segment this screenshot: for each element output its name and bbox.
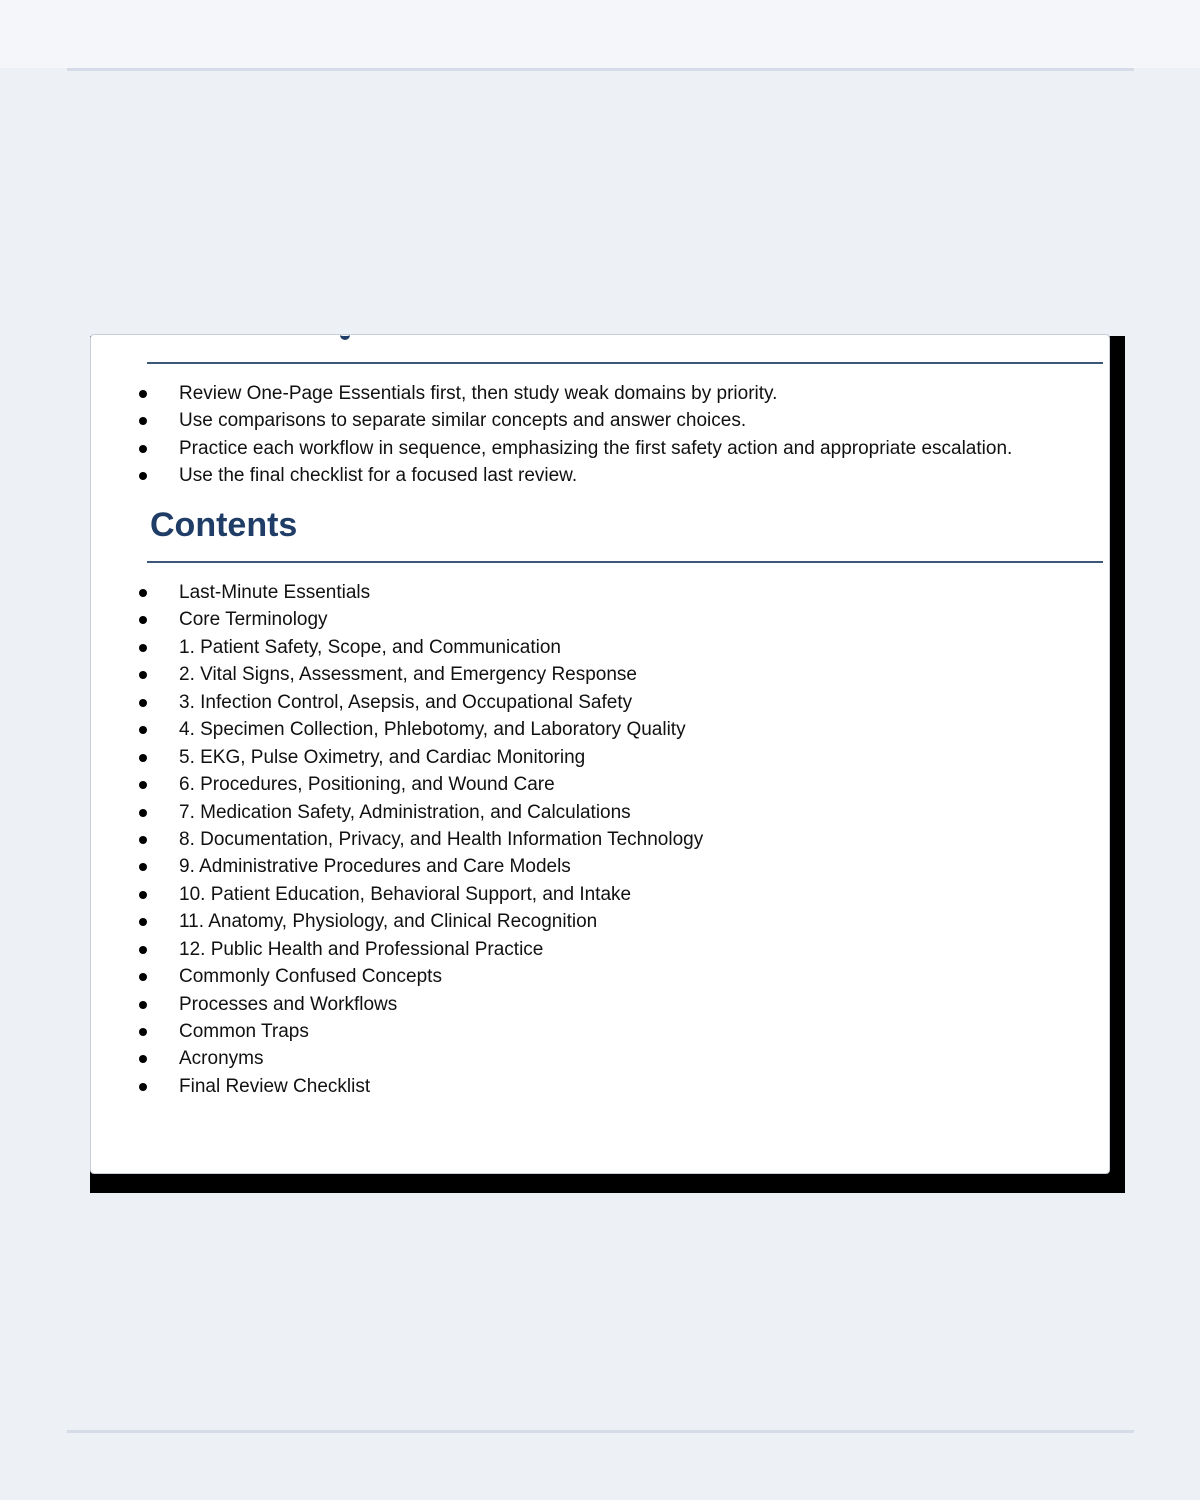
bullet-icon xyxy=(139,616,147,624)
bullet-icon xyxy=(139,1055,147,1063)
contents-heading: Contents xyxy=(150,506,298,544)
bullet-icon xyxy=(139,417,147,425)
contents-item-text: Common Traps xyxy=(179,1021,309,1042)
intro-bullet-text: Use comparisons to separate similar concepts and answer choices. xyxy=(179,410,747,432)
contents-item-text: 10. Patient Education, Behavioral Support, and Intake xyxy=(179,883,632,905)
contents-item-text: 3. Infection Control, Asepsis, and Occupational Safety xyxy=(179,691,633,713)
contents-item-text: 11. Anatomy, Physiology, and Clinical Recognition xyxy=(179,911,598,933)
bullet-icon xyxy=(139,863,147,871)
bullet-icon xyxy=(139,918,147,926)
contents-item-text: 5. EKG, Pulse Oximetry, and Cardiac Monitoring xyxy=(179,746,586,768)
bullet-icon xyxy=(139,390,147,398)
bullet-icon xyxy=(139,1083,147,1091)
bottom-divider xyxy=(67,1430,1134,1433)
contents-item-text: Commonly Confused Concepts xyxy=(179,966,442,988)
intro-bullet-text: Practice each workflow in sequence, emphasizing the first safety action and appropriate escalation. xyxy=(179,437,1013,459)
bullet-icon xyxy=(139,671,147,679)
contents-item-text: 12. Public Health and Professional Practice xyxy=(179,938,544,960)
contents-item-text: 6. Procedures, Positioning, and Wound Care xyxy=(179,774,555,796)
bullet-icon xyxy=(139,973,147,981)
bullet-icon xyxy=(139,699,147,707)
bullet-icon xyxy=(139,809,147,817)
bullet-icon xyxy=(139,472,147,480)
top-divider xyxy=(67,68,1134,71)
bullet-icon xyxy=(139,781,147,789)
contents-item-text: Acronyms xyxy=(179,1048,264,1070)
bullet-icon xyxy=(139,891,147,899)
cropped-heading-fragment xyxy=(340,330,350,340)
bullet-icon xyxy=(139,726,147,734)
contents-item-text: Core Terminology xyxy=(179,609,328,631)
intro-bullet-text: Review One-Page Essentials first, then study weak domains by priority. xyxy=(179,383,778,404)
bullet-icon xyxy=(139,1001,147,1009)
bullet-icon xyxy=(139,589,147,597)
bullet-icon xyxy=(139,1028,147,1036)
intro-section-divider xyxy=(147,362,1103,364)
bullet-icon xyxy=(139,946,147,954)
contents-item-text: Processes and Workflows xyxy=(179,993,398,1015)
intro-bullet-text: Use the final checklist for a focused last review. xyxy=(179,465,578,487)
contents-item-text: 1. Patient Safety, Scope, and Communication xyxy=(179,636,561,658)
contents-item-text: 7. Medication Safety, Administration, and Calculations xyxy=(179,801,631,823)
bullet-icon xyxy=(139,644,147,652)
top-toolbar-area xyxy=(0,0,1200,68)
bullet-icon xyxy=(139,445,147,453)
document-page[interactable] xyxy=(90,334,1110,1174)
contents-divider xyxy=(147,561,1103,563)
contents-item-text: 2. Vital Signs, Assessment, and Emergency Response xyxy=(179,664,638,686)
contents-item-text: 4. Specimen Collection, Phlebotomy, and Laboratory Quality xyxy=(179,719,686,741)
contents-item-text: Final Review Checklist xyxy=(179,1075,371,1097)
contents-item-text: Last-Minute Essentials xyxy=(179,582,371,603)
contents-item-text: 8. Documentation, Privacy, and Health Information Technology xyxy=(179,828,704,850)
contents-item-text: 9. Administrative Procedures and Care Models xyxy=(179,856,571,878)
bullet-icon xyxy=(139,754,147,762)
bullet-icon xyxy=(139,836,147,844)
